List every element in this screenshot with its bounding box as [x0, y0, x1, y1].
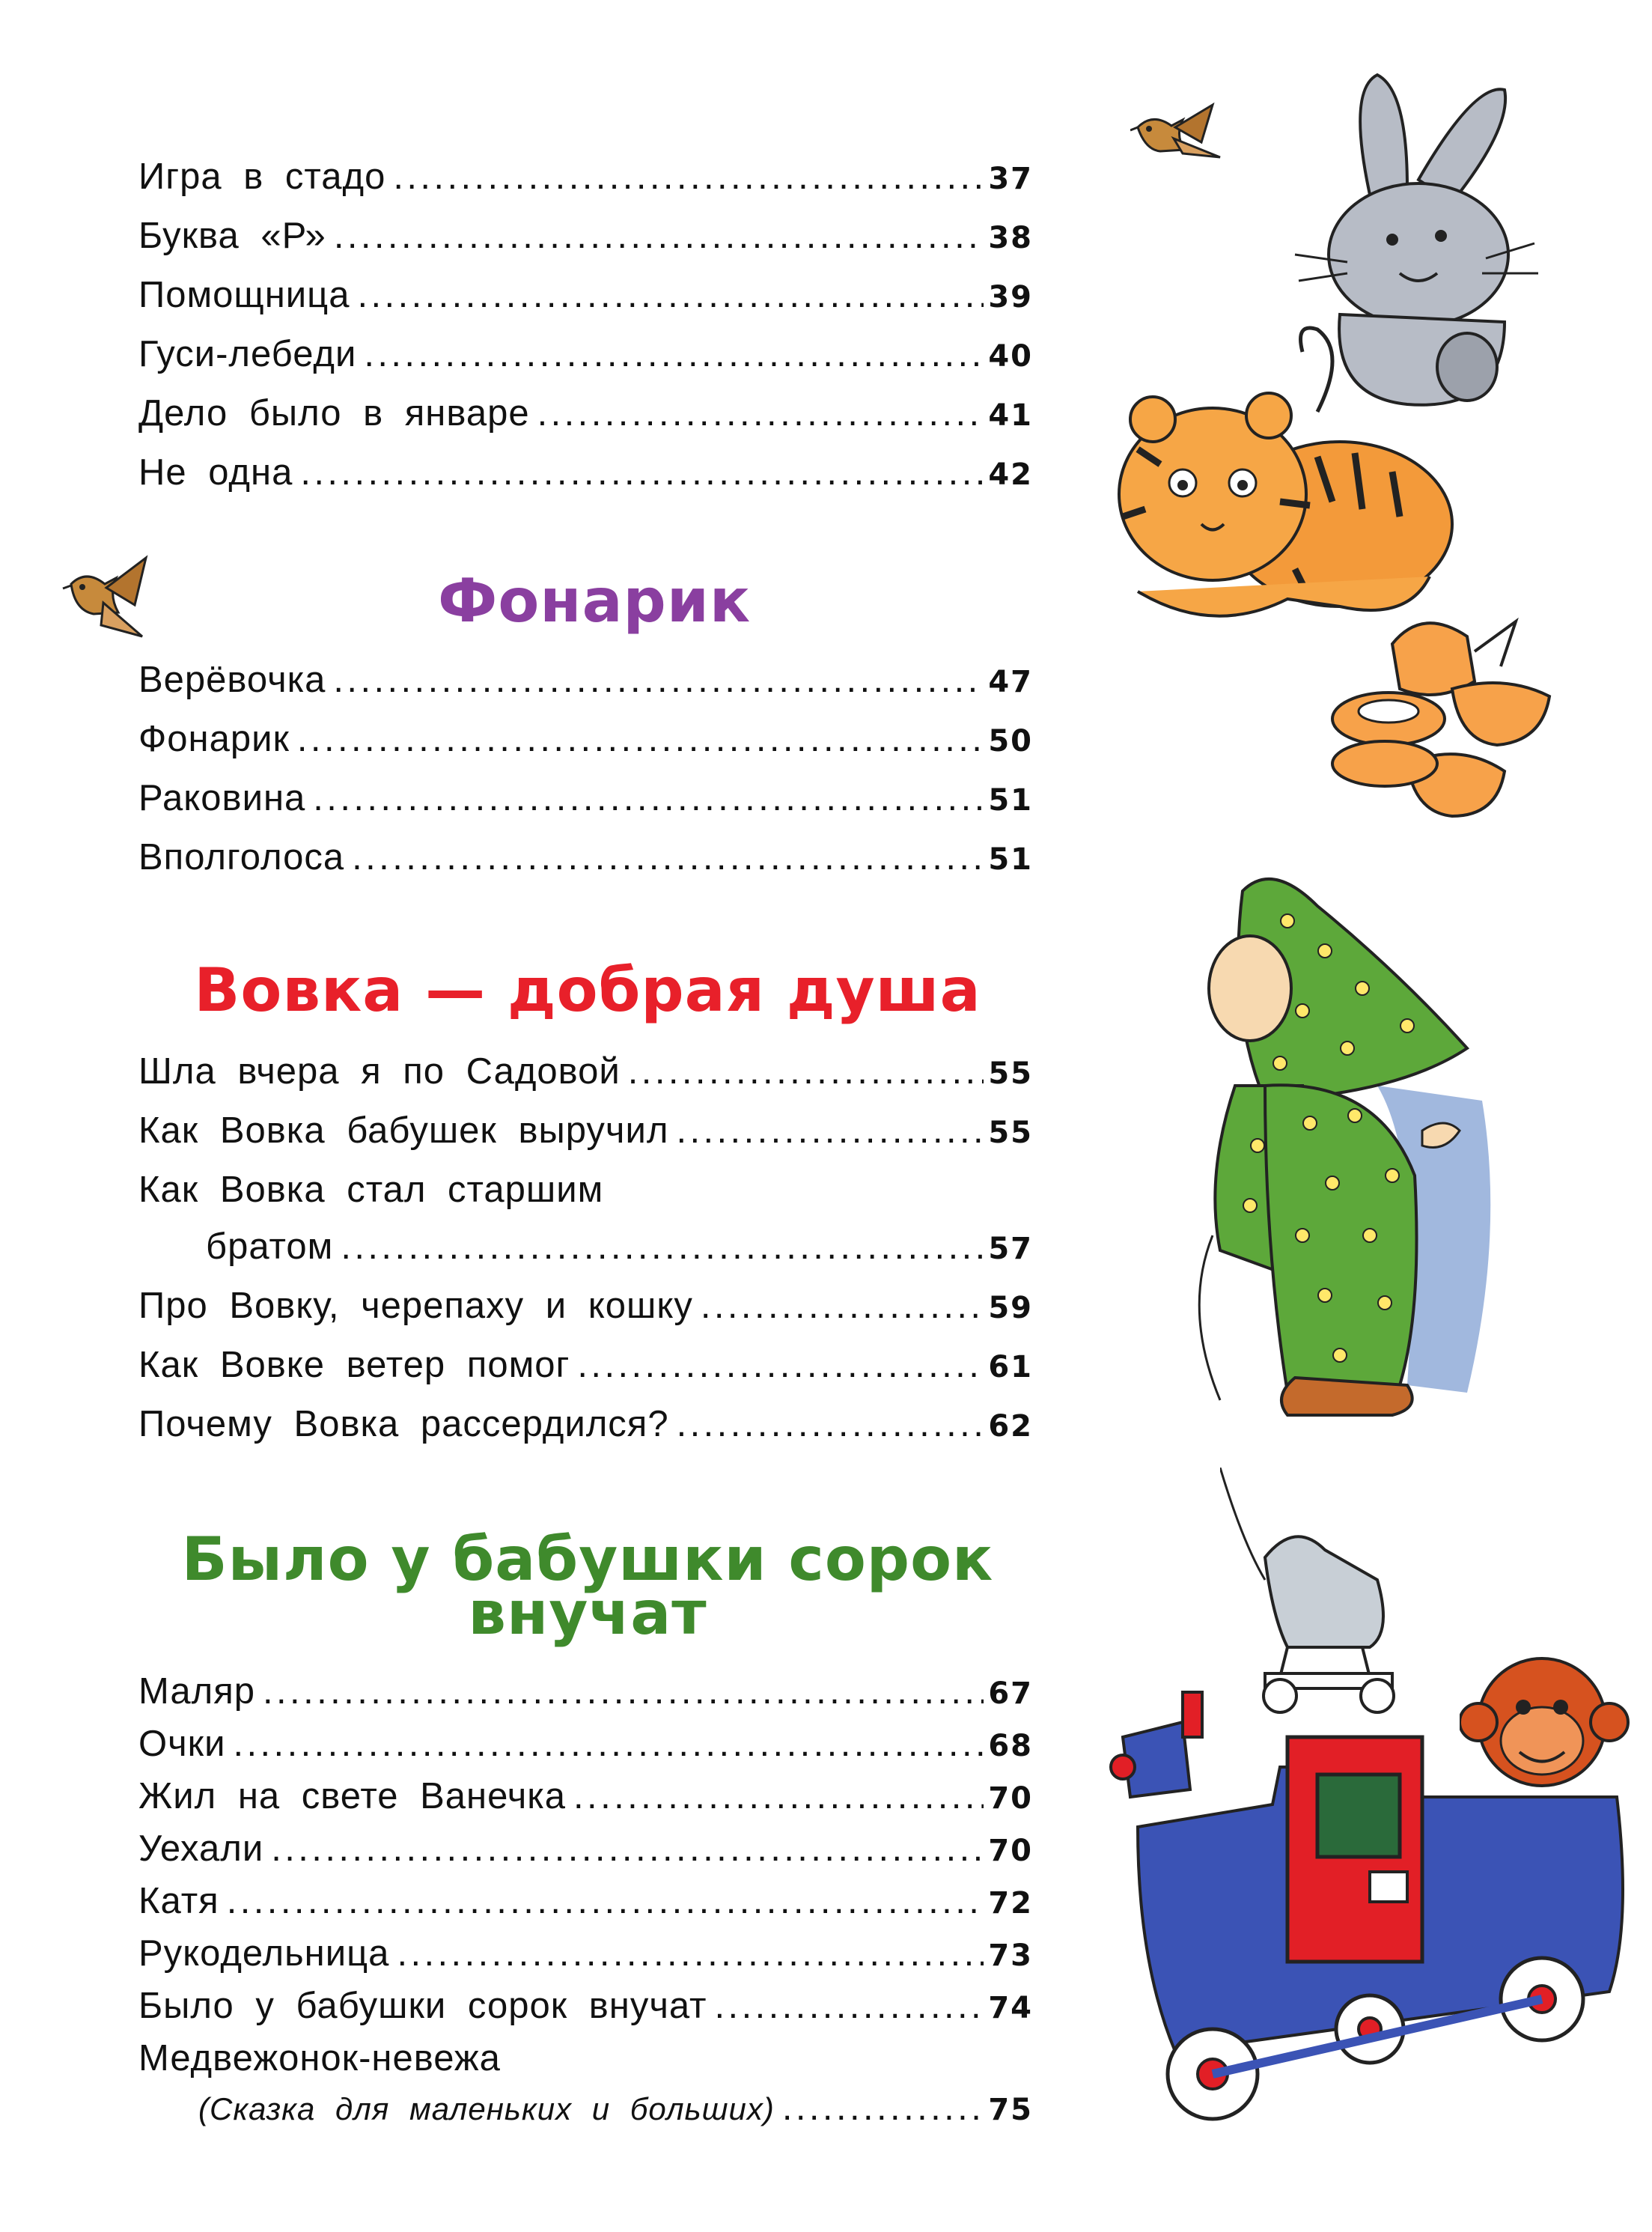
toc-entry[interactable]: [138, 829, 1033, 888]
page-number: 59: [988, 1291, 1033, 1325]
heading-line: внучат: [468, 1578, 707, 1648]
tea-set: [1325, 592, 1564, 839]
page-number: 47: [988, 665, 1033, 699]
page-number: 55: [988, 1056, 1033, 1091]
dot-leader: [297, 711, 984, 767]
page-number: 39: [988, 280, 1033, 314]
toc-entry[interactable]: [138, 1667, 1033, 1719]
toc-entry[interactable]: [138, 1218, 1033, 1277]
dot-leader: [233, 1719, 984, 1769]
entry-title: Дело было в январе: [138, 393, 530, 434]
dot-leader: [364, 326, 984, 383]
page-number: 61: [988, 1350, 1033, 1384]
dot-leader: [701, 1277, 984, 1334]
entry-title: Про Вовку, черепаху и кошку: [138, 1286, 693, 1326]
entry-title: Катя: [138, 1881, 219, 1921]
dot-leader: [352, 829, 984, 886]
entry-title: Помощница: [138, 275, 350, 315]
toc-entry[interactable]: [138, 1876, 1033, 1929]
dot-leader: [715, 1981, 984, 2031]
toc-entry[interactable]: [138, 385, 1033, 444]
entry-title: Верёвочка: [138, 660, 326, 700]
toc-entry[interactable]: [138, 1772, 1033, 1824]
entry-subtitle: (Сказка для маленьких и больших): [198, 2091, 775, 2126]
girl-in-headscarf: [1153, 861, 1542, 1445]
entry-title: Почему Вовка рассердился?: [138, 1404, 669, 1444]
dot-leader: [393, 148, 984, 205]
toc-entry[interactable]: [138, 1396, 1033, 1455]
toc-entry[interactable]: [138, 770, 1033, 829]
entry-title: Было у бабушки сорок внучат: [138, 1986, 707, 2026]
toc-entry[interactable]: [138, 651, 1033, 711]
page-number: 70: [988, 1781, 1033, 1816]
entry-title: Шла вчера я по Садовой: [138, 1051, 621, 1092]
page-number: 73: [988, 1938, 1033, 1973]
section-heading-sorok-vnuchat: [180, 1524, 996, 1648]
toc-entry[interactable]: [138, 267, 1033, 326]
entry-title: Раковина: [138, 778, 306, 818]
dot-leader: [263, 1667, 984, 1717]
toc-entry[interactable]: [138, 1929, 1033, 1981]
toc-entry[interactable]: [138, 711, 1033, 770]
entry-title: Игра в стадо: [138, 156, 386, 197]
page-number: 38: [988, 221, 1033, 255]
dot-leader: [577, 1337, 984, 1393]
toc-entry[interactable]: [138, 326, 1033, 385]
dot-leader: [271, 1824, 984, 1874]
entry-title: Как Вовке ветер помог: [138, 1345, 570, 1385]
section-heading-vovka: Вовка — добрая душа: [194, 955, 981, 1025]
page-number: 55: [988, 1116, 1033, 1150]
toy-train: [1093, 1677, 1632, 2141]
dot-leader: [782, 2084, 984, 2132]
entry-title: Уехали: [138, 1828, 264, 1869]
page-number: 62: [988, 1409, 1033, 1444]
dot-leader: [227, 1876, 984, 1927]
page-number: 42: [988, 457, 1033, 492]
toc-section-4: [138, 1667, 1033, 2134]
page-number: 70: [988, 1834, 1033, 1868]
dot-leader: [300, 444, 984, 501]
dot-leader: [628, 1043, 984, 1100]
toc-section-1: [138, 148, 1033, 503]
entry-title: Фонарик: [138, 719, 290, 759]
bird-icon: [60, 554, 157, 644]
page-number: 51: [988, 842, 1033, 877]
entry-title-line1[interactable]: Как Вовка стал старшим: [138, 1170, 604, 1210]
entry-title: Рукодельница: [138, 1933, 390, 1974]
entry-title: Жил на свете Ванечка: [138, 1776, 567, 1816]
dot-leader: [573, 1772, 984, 1822]
page-number: 72: [988, 1886, 1033, 1921]
entry-title: Буква «Р»: [138, 216, 326, 256]
entry-title: Гуси-лебеди: [138, 334, 357, 374]
dot-leader: [341, 1218, 984, 1275]
dot-leader: [676, 1102, 984, 1159]
entry-title: Не одна: [138, 452, 293, 493]
toc-entry[interactable]: [138, 207, 1033, 267]
entry-title: Вполголоса: [138, 837, 345, 878]
toc-entry[interactable]: [138, 1043, 1033, 1102]
toc-entry[interactable]: [138, 1277, 1033, 1337]
page-number: 68: [988, 1729, 1033, 1763]
dot-leader: [333, 651, 984, 708]
entry-title: Как Вовка бабушек выручил: [138, 1110, 669, 1151]
dot-leader: [537, 385, 984, 442]
entry-title-line2: братом: [206, 1226, 334, 1267]
toc-entry[interactable]: [138, 1102, 1033, 1161]
entry-title-line1[interactable]: Медвежонок-невежа: [138, 2038, 501, 2079]
page-number: 57: [988, 1232, 1033, 1266]
section-heading-fonarik: Фонарик: [438, 566, 752, 636]
page-number: 67: [988, 1676, 1033, 1711]
bird-icon: [1130, 97, 1228, 172]
dot-leader: [397, 1929, 984, 1979]
toc-section-2: [138, 651, 1033, 888]
entry-title: Маляр: [138, 1671, 255, 1712]
toc-entry[interactable]: [138, 444, 1033, 503]
toc-entry[interactable]: [138, 1981, 1033, 2034]
toc-entry[interactable]: [138, 148, 1033, 207]
page-number: 37: [988, 162, 1033, 196]
toc-entry[interactable]: [138, 2084, 1033, 2134]
dot-leader: [334, 207, 984, 264]
entry-title: Очки: [138, 1724, 226, 1764]
dot-leader: [357, 267, 984, 323]
dot-leader: [677, 1396, 984, 1453]
toc-section-3: [138, 1043, 1033, 1455]
dot-leader: [313, 770, 984, 827]
toc-entry[interactable]: [138, 1824, 1033, 1876]
page-number: 51: [988, 783, 1033, 818]
page-number: 41: [988, 398, 1033, 433]
toc-entry[interactable]: [138, 1719, 1033, 1772]
heading-line: Было у бабушки сорок: [181, 1524, 994, 1594]
page-number: 74: [988, 1991, 1033, 2025]
page-number: 50: [988, 724, 1033, 758]
page-number: 75: [988, 2093, 1033, 2127]
toc-entry[interactable]: [138, 1337, 1033, 1396]
page-number: 40: [988, 339, 1033, 374]
